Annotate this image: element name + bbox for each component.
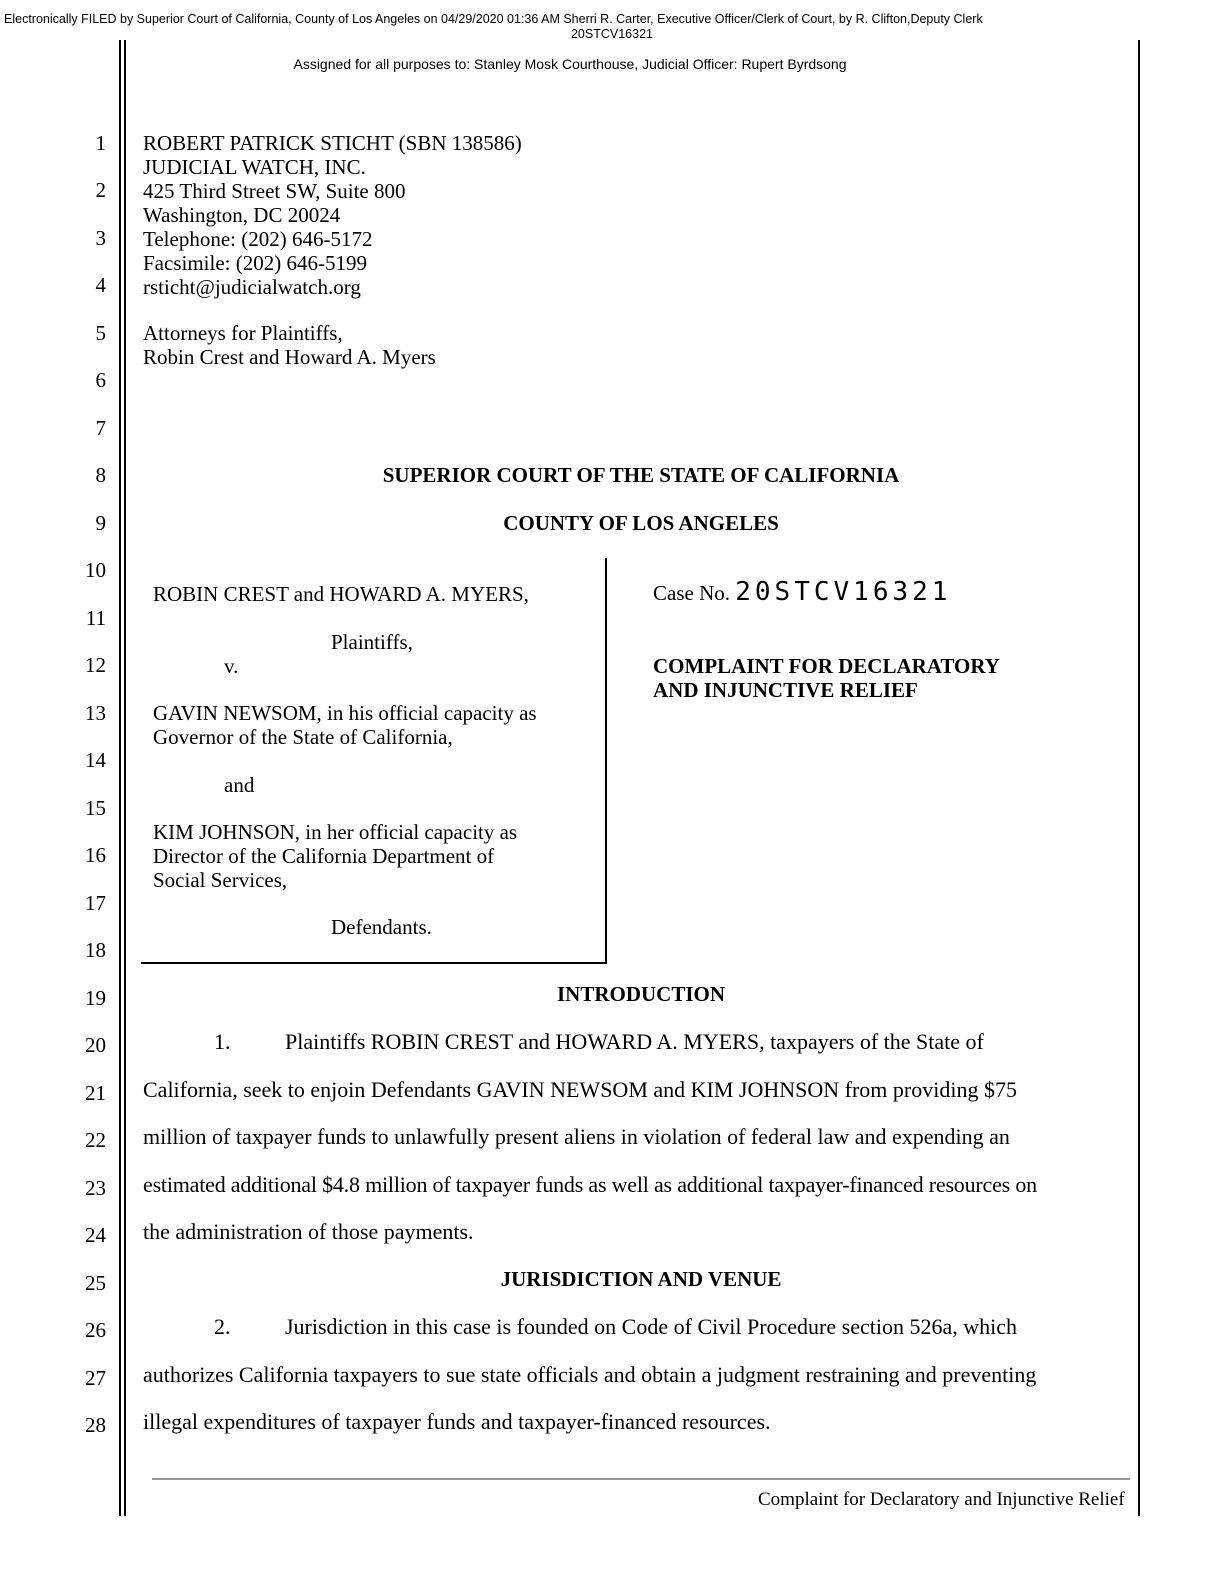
line-number: 28 [85, 1413, 106, 1437]
line-number: 25 [85, 1271, 106, 1295]
line-number: 5 [95, 321, 106, 345]
line-number: 27 [85, 1366, 106, 1390]
right-margin-rule [1138, 40, 1140, 1516]
line-number: 24 [85, 1223, 106, 1247]
court-name: SUPERIOR COURT OF THE STATE OF CALIFORNIA [382, 463, 900, 487]
attorneys-for-block [143, 321, 436, 369]
assignment-line: Assigned for all purposes to: Stanley Mosk Courthouse, Judicial Officer: Rupert Byrdsong [293, 56, 847, 72]
caption-defendant1-line1: GAVIN NEWSOM, in his official capacity as [153, 701, 537, 725]
line-number: 7 [95, 416, 106, 440]
paragraph-2-number: 2. [214, 1314, 231, 1339]
line-number: 20 [85, 1033, 106, 1057]
filing-stamp: Electronically FILED by Superior Court of California, County of Los Angeles on 04/29/2020 01:36 AM Sherri R. Carter, Executive Officer/Clerk of Court, by R. Clifton,Deputy Clerk [4, 12, 983, 26]
footer-title: Complaint for Declaratory and Injunctive Relief [758, 1489, 1125, 1510]
stamp-case-number: 20STCV16321 [570, 27, 653, 41]
attorney-telephone: Telephone: (202) 646-5172 [143, 227, 373, 251]
paragraph-2-line: authorizes California taxpayers to sue state officials and obtain a judgment restraining and preventing [143, 1362, 1037, 1387]
paragraph-1-line: million of taxpayer funds to unlawfully present aliens in violation of federal law and expending an [143, 1124, 1010, 1149]
attorney-email: rsticht@judicialwatch.org [143, 275, 361, 299]
caption-plaintiffs-label: Plaintiffs, [331, 630, 413, 654]
line-number: 12 [85, 653, 106, 677]
footer-rule [152, 1478, 1130, 1480]
caption-defendant2-line1: KIM JOHNSON, in her official capacity as [153, 820, 518, 844]
line-number: 26 [85, 1318, 106, 1342]
line-number: 23 [85, 1176, 106, 1200]
caption-defendants-label: Defendants. [331, 915, 432, 939]
case-number-block [653, 577, 952, 607]
attorney-firm: JUDICIAL WATCH, INC. [143, 155, 366, 179]
paragraph-1-line: California, seek to enjoin Defendants GAVIN NEWSOM and KIM JOHNSON from providing $75 [143, 1077, 1017, 1102]
document-title-line2: AND INJUNCTIVE RELIEF [653, 678, 918, 702]
caption-divider-vertical [605, 558, 607, 964]
attorney-facsimile: Facsimile: (202) 646-5199 [143, 251, 367, 275]
line-number: 19 [85, 986, 106, 1010]
line-number: 22 [85, 1128, 106, 1152]
caption-divider-horizontal [141, 962, 607, 964]
attorney-block [143, 131, 522, 299]
caption-defendant1-line2: Governor of the State of California, [153, 725, 453, 749]
line-number: 11 [85, 606, 106, 630]
line-number: 2 [95, 178, 106, 202]
attorneys-for-parties: Robin Crest and Howard A. Myers [143, 345, 436, 369]
line-number: 15 [85, 796, 106, 820]
jurisdiction-heading: JURISDICTION AND VENUE [500, 1267, 782, 1291]
paragraph-2-line: illegal expenditures of taxpayer funds and taxpayer-financed resources. [143, 1409, 771, 1434]
caption-defendant2-line3: Social Services, [153, 868, 288, 892]
left-margin-rule-outer [119, 40, 121, 1516]
case-number-label: Case No. [653, 581, 730, 605]
line-number: 3 [95, 226, 106, 250]
attorney-name: ROBERT PATRICK STICHT (SBN 138586) [143, 131, 522, 155]
introduction-heading: INTRODUCTION [556, 982, 726, 1006]
paragraph-1-line: the administration of those payments. [143, 1219, 474, 1244]
paragraph-2-line: Jurisdiction in this case is founded on Code of Civil Procedure section 526a, which [285, 1314, 1017, 1339]
attorneys-for-label: Attorneys for Plaintiffs, [143, 321, 343, 345]
document-title-line1: COMPLAINT FOR DECLARATORY [653, 654, 1000, 678]
paragraph-1-line: estimated additional $4.8 million of taxpayer funds as well as additional taxpayer-financed resources on [143, 1172, 1037, 1197]
line-number: 1 [95, 131, 106, 155]
attorney-address-street: 425 Third Street SW, Suite 800 [143, 179, 406, 203]
left-margin-rule-inner [124, 40, 126, 1516]
line-number: 17 [85, 891, 106, 915]
paragraph-1-number: 1. [214, 1029, 231, 1054]
line-number: 14 [85, 748, 106, 772]
line-number: 21 [85, 1081, 106, 1105]
line-number: 18 [85, 938, 106, 962]
line-number: 13 [85, 701, 106, 725]
caption-defendant2-line2: Director of the California Department of [153, 844, 495, 868]
line-number: 6 [95, 368, 106, 392]
line-number: 9 [95, 511, 106, 535]
document-title [653, 654, 1000, 702]
line-number: 16 [85, 843, 106, 867]
caption-plaintiffs: ROBIN CREST and HOWARD A. MYERS, [153, 582, 529, 606]
caption-versus: v. [224, 654, 239, 678]
caption-and: and [224, 773, 255, 797]
attorney-address-city: Washington, DC 20024 [143, 203, 341, 227]
paragraph-1-line: Plaintiffs ROBIN CREST and HOWARD A. MYERS, taxpayers of the State of [285, 1029, 984, 1054]
court-county: COUNTY OF LOS ANGELES [503, 511, 779, 535]
line-number: 4 [95, 273, 106, 297]
line-number: 8 [95, 463, 106, 487]
case-number-value: 20STCV16321 [735, 577, 952, 607]
line-number: 10 [85, 558, 106, 582]
